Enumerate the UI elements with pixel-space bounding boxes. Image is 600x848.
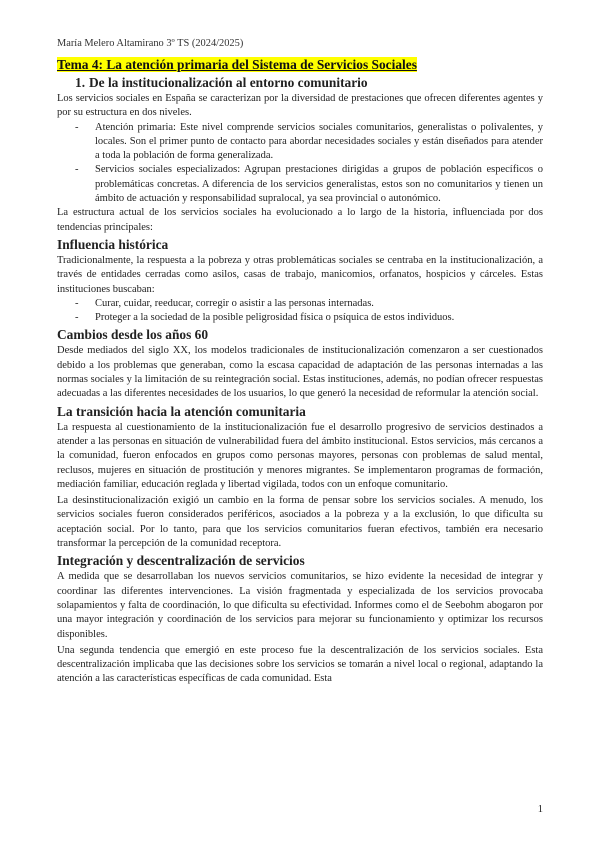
transition-paragraph-2: La desinstitucionalización exigió un cambio en la forma de pensar sobre los servicios sociales. A menudo, los servicios sociales fueron considerados periféricos, asociados a la pobreza y a la exclusión, lo que dificulta su aceptación social. Por lo tanto, para que los servicios comunitarios fueran efectivos, también era necesario transformar la percepción de la comunidad receptora. [57,495,543,550]
historical-paragraph: Tradicionalmente, la respuesta a la pobreza y otras problemáticas sociales se centraba en la institucionalización, a través de entidades cerradas como asilos, casas de trabajo, manicomios, orfanatos, hospicios y cárceles. Estas instituciones buscaban: [57,254,543,295]
intro-paragraph: Los servicios sociales en España se caracterizan por la diversidad de prestaciones que ofrecen diferentes agentes y por su estructura en dos niveles. [57,93,543,119]
topic-title: Tema 4: La atención primaria del Sistema de Servicios Sociales [57,57,417,72]
integration-paragraph-1: A medida que se desarrollaban los nuevos servicios comunitarios, se hizo evidente la necesidad de integrar y coordinar las diferentes intervenciones. La visión fragmentada y especializada de los servicios provocaba solapamientos y falta de coordinación, lo que dificulta su efectividad. Informes como el de Seebohm abogaron por una mayor integración y coordinación de los servicios para mejorar su funcionamiento y optimizar los recursos disponibles. [57,571,543,640]
topic-title-wrap [57,57,543,73]
list-item: - Atención primaria: Este nivel comprende servicios sociales comunitarios, generalistas o polivalentes, y locales. Son el primer punto de contacto para abordar necesidades sociales y están diseñados para atender a toda la población de forma generalizada. [95,121,543,164]
integration-heading: Integración y descentralización de servicios [57,553,305,569]
section-number: 1. [75,75,86,90]
list-item: - Curar, cuidar, reeducar, corregir o asistir a las personas internadas. [95,297,543,311]
goals-list [57,297,543,326]
document-header: María Melero Altamirano 3º TS (2024/2025) [57,38,244,49]
list-item: - Proteger a la sociedad de la posible peligrosidad física o psíquica de estos individuos. [95,311,543,325]
changes-paragraph: Desde mediados del siglo XX, los modelos tradicionales de institucionalización comenzaron a ser cuestionados debido a los problemas que generaban, como la escasa capacidad de adaptación de las personas internadas a las normas sociales y la limitación de su reintegración social. Estas instituciones, además, no podían ofrecer respuestas adecuadas a las diferentes necesidades de los usuarios, lo que generó la necesidad de reformular la atención social. [57,345,543,400]
transition-heading: La transición hacia la atención comunitaria [57,403,306,419]
section-title: De la institucionalización al entorno comunitario [89,75,368,90]
historical-heading: Influencia histórica [57,236,169,252]
section-heading [57,74,543,91]
transition-paragraph-1: La respuesta al cuestionamiento de la institucionalización fue el desarrollo progresivo de servicios destinados a atender a las personas en situación de vulnerabilidad fuera del ámbito institucional. Estos servicios, más cercanos a la comunidad, fueron enfocados en grupos como personas mayores, personas con problemas de salud mental, reclusos, mujeres en situación de prostitución y menores migrantes. Se implementaron programas de formación, mediación familiar, educación reglada y libertad vigilada, todos con un enfoque comunitario. [57,421,543,490]
integration-paragraph-2: Una segunda tendencia que emergió en este proceso fue la descentralización de los servicios sociales. Esta descentralización implicaba que las decisiones sobre los servicios se tomarán a nivel local o regional, adaptando la atención a las características específicas de cada comunidad. Esta [57,644,543,685]
changes-heading: Cambios desde los años 60 [57,327,209,343]
evolution-paragraph: La estructura actual de los servicios sociales ha evolucionado a lo largo de la historia, influenciada por dos tendencias principales: [57,207,543,233]
list-item: - Servicios sociales especializados: Agrupan prestaciones dirigidas a grupos de población específicos o problemáticas concretas. A diferencia de los servicios generalistas, estos son no comunitarios y tienen un ámbito de actuación y responsabilidad supralocal, ya sea provincial o autonómico. [95,163,543,206]
page-number: 1 [537,804,543,815]
levels-list [57,121,543,207]
